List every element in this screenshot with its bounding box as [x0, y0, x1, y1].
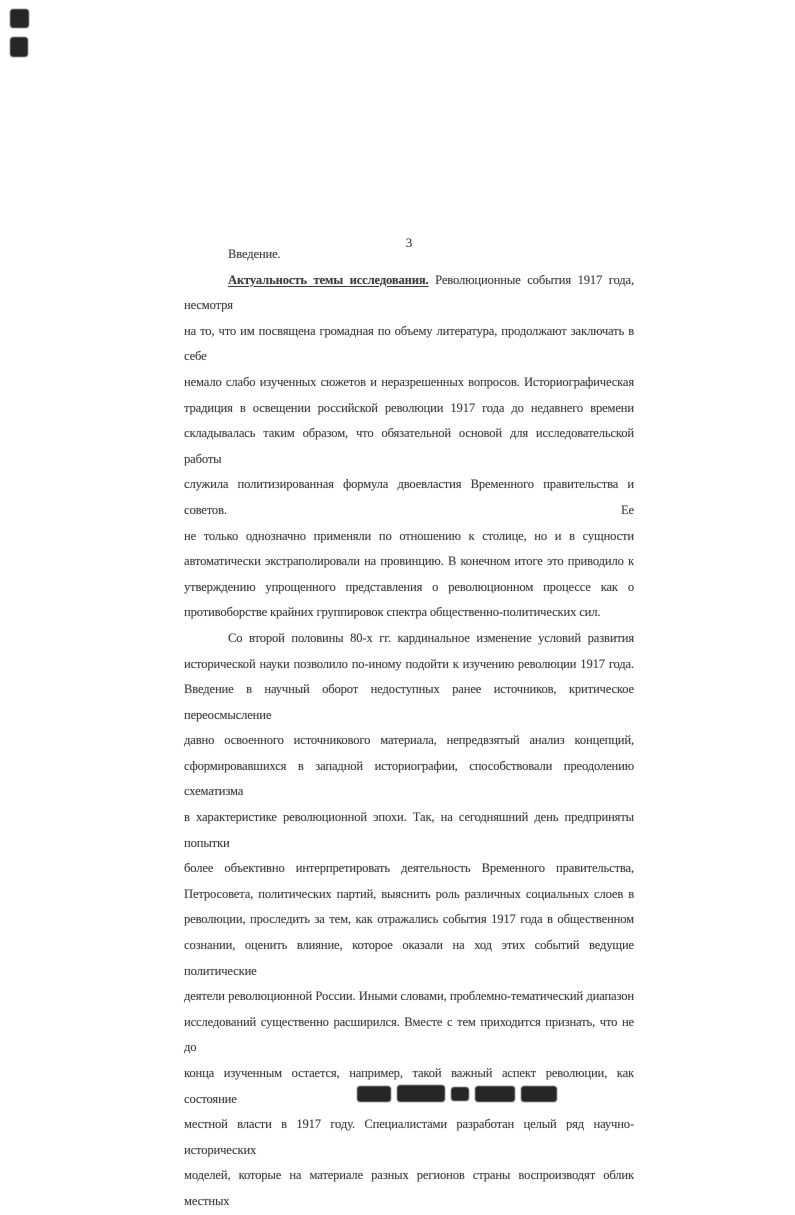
text-line: автоматически экстраполировали на провинцию. В конечном итоге это приводило к	[184, 554, 634, 569]
text-line: исторической науки позволило по-иному подойти к изучению революции 1917 года.	[184, 656, 634, 671]
scan-mark	[451, 1087, 469, 1101]
text-line: сформировавшихся в западной историографии, способствовали преодолению схематизма	[184, 758, 634, 799]
text-line: деятели революционной России. Иными словами, проблемно-тематический диапазон	[184, 989, 634, 1004]
text-line: Со второй половины 80-х гг. кардинальное изменение условий развития	[228, 630, 634, 645]
text-line: служила политизированная формула двоевластия Временного правительства и советов. Ее	[184, 477, 634, 517]
text-line: более объективно интерпретировать деятельность Временного правительства,	[184, 861, 634, 876]
text-line: моделей, которые на материале разных регионов страны воспроизводят облик местных	[184, 1168, 634, 1208]
text-line: традиция в освещении российской революции 1917 года до недавнего времени	[184, 400, 634, 415]
text-line: местной власти в 1917 году. Специалистами разработан целый ряд научно-исторических	[184, 1117, 634, 1157]
text-line: Актуальность темы исследования. Революционные события 1917 года, несмотря	[184, 272, 634, 313]
heading-line: Введение.	[228, 247, 281, 261]
text-line: давно освоенного источникового материала, непредвзятый анализ концепций,	[184, 733, 634, 748]
text-block	[184, 242, 634, 1215]
text-line: утверждению упрощенного представления о революционном процессе как о	[184, 579, 634, 594]
text-line: противоборстве крайних группировок спектра общественно-политических сил.	[184, 605, 601, 620]
text-line: не только однозначно применяли по отношению к столице, но и в сущности	[184, 528, 634, 543]
page-number: 3	[405, 235, 413, 250]
text-line: складывалась таким образом, что обязательной основой для исследовательской работы	[184, 426, 634, 466]
text-line: сознании, оценить влияние, которое оказали на ход этих событий ведущие политические	[184, 938, 634, 978]
text-line: на то, что им посвящена громадная по объему литература, продолжают заключать в себе	[184, 323, 634, 364]
text-line: конца изученным остается, например, такой важный аспект революции, как состояние	[184, 1066, 634, 1106]
text-line: Петросовета, политических партий, выяснить роль различных социальных слоев в	[184, 886, 634, 901]
scan-mark	[10, 37, 28, 57]
scan-mark	[475, 1086, 515, 1102]
text-line: революции, проследить за тем, как отражались события 1917 года в общественном	[184, 912, 634, 927]
lead-emphasis: Актуальность темы исследования.	[228, 272, 429, 287]
text-line: в характеристике революционной эпохи. Так, на сегодняшний день предприняты попытки	[184, 810, 634, 850]
text-line: Введение в научный оборот недоступных ранее источников, критическое переосмысление	[184, 682, 634, 722]
text-line: немало слабо изученных сюжетов и неразрешенных вопросов. Историографическая	[184, 374, 634, 389]
scan-mark	[10, 9, 29, 28]
text-line: исследований существенно расширился. Вместе с тем приходится признать, что не до	[184, 1014, 634, 1055]
scan-mark	[521, 1086, 557, 1102]
scan-mark	[397, 1085, 445, 1102]
scan-mark	[357, 1086, 391, 1102]
